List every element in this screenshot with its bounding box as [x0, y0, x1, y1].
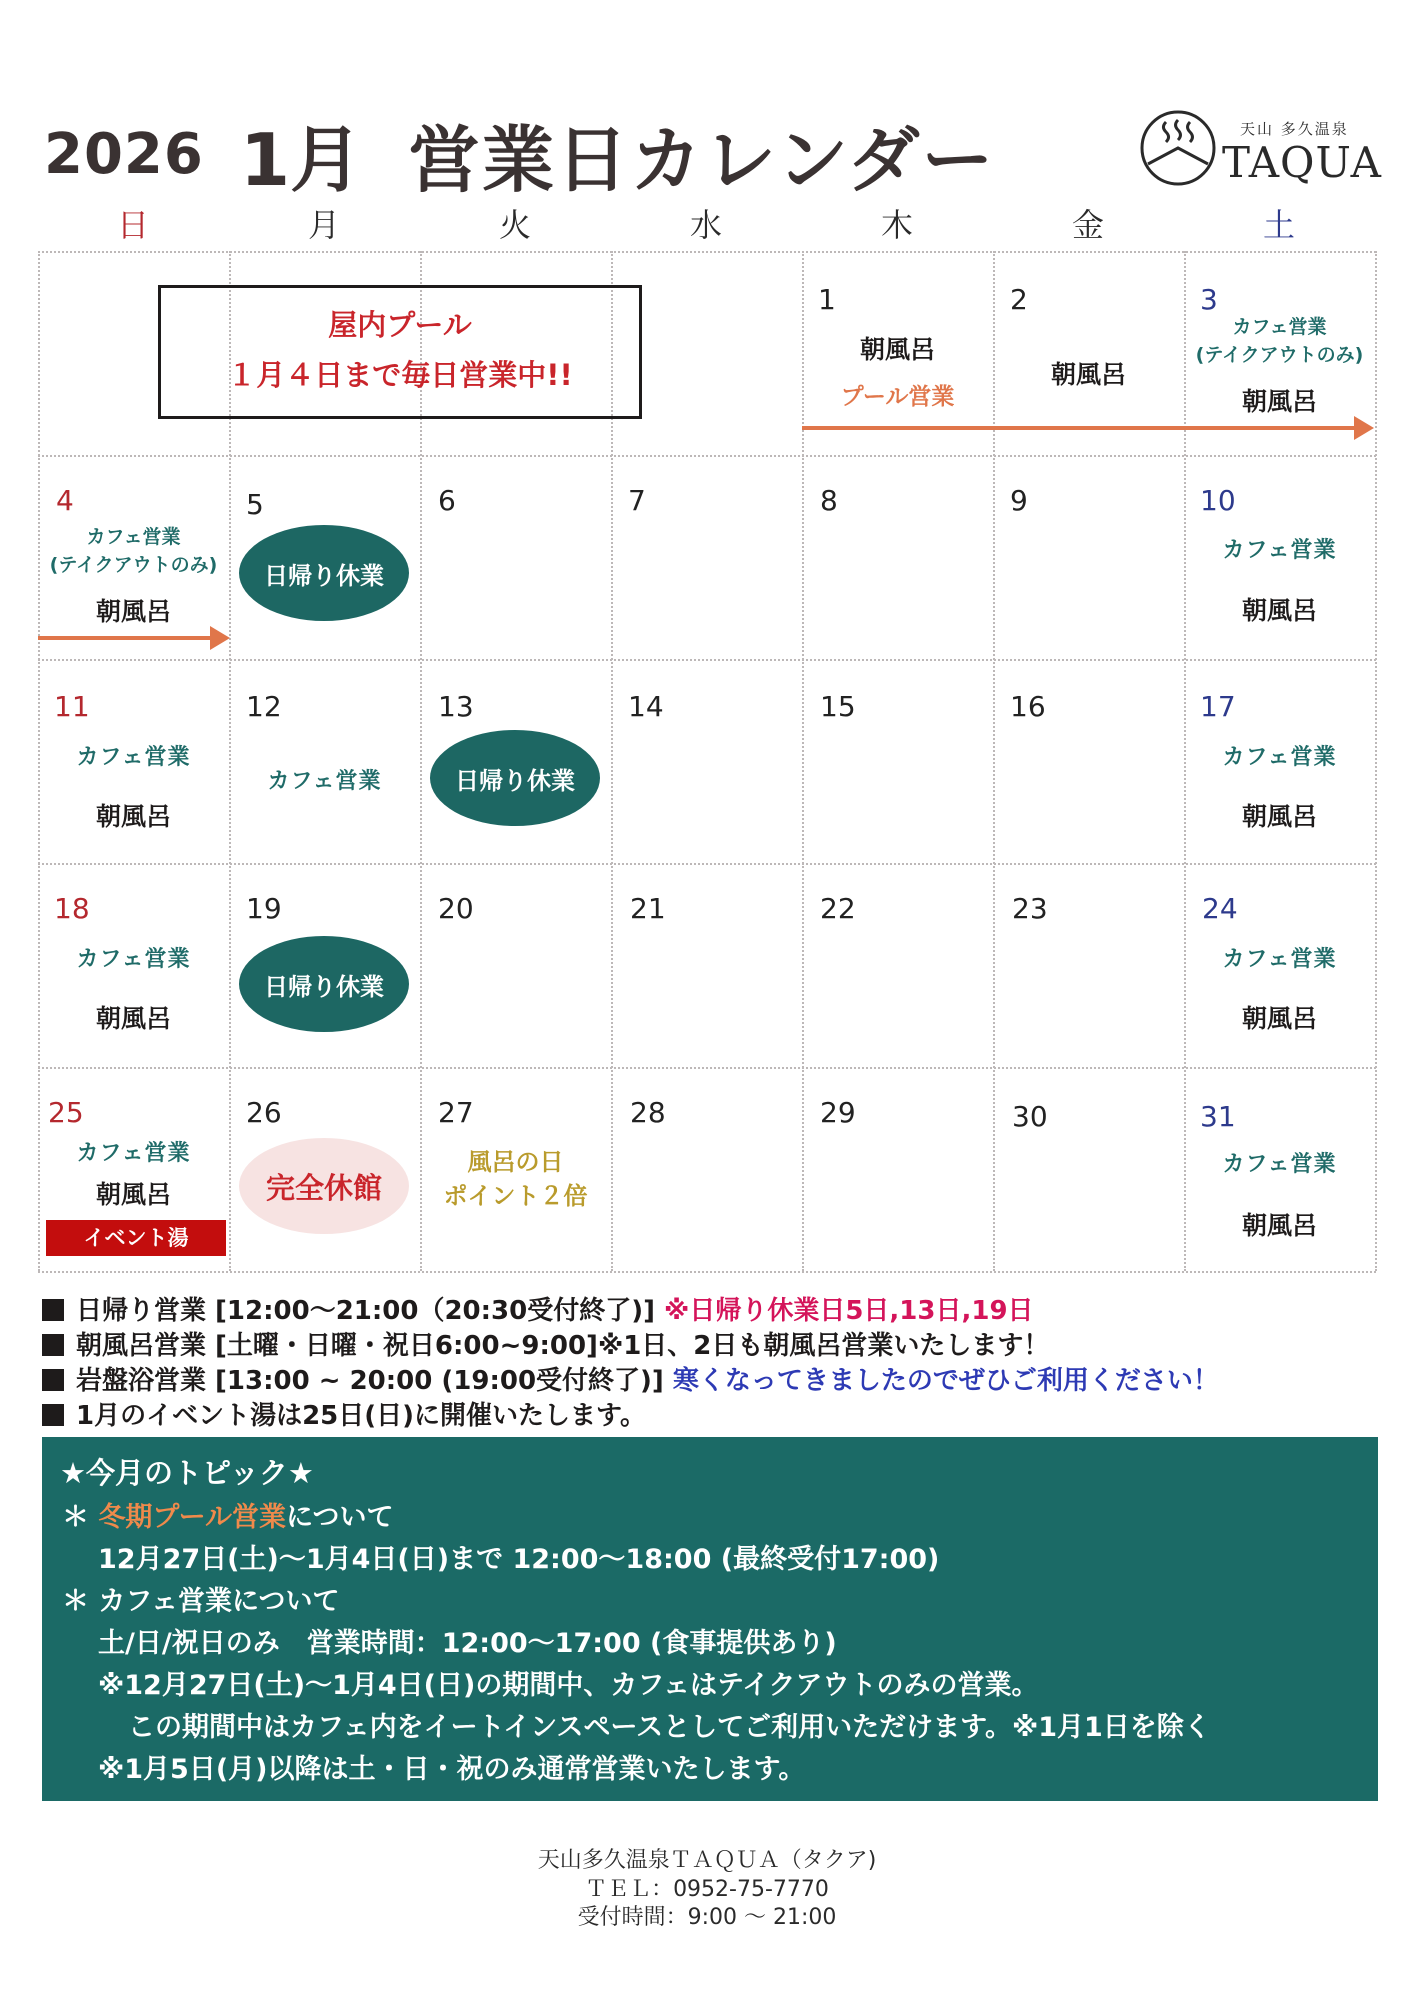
info-asaburo: 朝風呂営業 [土曜・日曜・祝日6:00~9:00]※1日、2日も朝風呂営業いたします！ [42, 1325, 1049, 1362]
weekday-sun: 日 [116, 206, 149, 244]
topic-pool-detail: 12月27日(土)〜1月4日(日)まで 12:00〜18:00 (最終受付17:00) [98, 1544, 940, 1575]
day-18: 18 [54, 892, 90, 925]
pool-period-arrow [802, 426, 1354, 430]
logo-subtitle: 天山 多久温泉 [1240, 120, 1349, 138]
day-9: 9 [1010, 484, 1028, 517]
day-11-asaburo: 朝風呂 [95, 802, 171, 831]
footer-name: 天山多久温泉ＴＡＱＵＡ（タクア) [537, 1848, 877, 1873]
arrow-head-icon [210, 626, 230, 650]
topic-cafe-takeout: ※12月27日(土)〜1月4日(日)の期間中、カフェはテイクアウトのみの営業。 [98, 1670, 1039, 1701]
cafe-takeout-arrow [38, 636, 210, 640]
calendar-year: 2026 [44, 122, 204, 187]
day-1-asaburo: 朝風呂 [859, 335, 935, 364]
info-event-bath: 1月のイベント湯は25日(日)に開催いたします。 [42, 1395, 646, 1432]
day-29: 29 [820, 1096, 856, 1129]
day-18-cafe: カフェ営業 [76, 947, 191, 972]
day-4-takeout: (テイクアウトのみ) [49, 554, 218, 576]
day-25-event-bath: イベント湯 [46, 1220, 226, 1256]
day-24-cafe: カフェ営業 [1222, 947, 1337, 972]
day-17-cafe: カフェ営業 [1222, 745, 1337, 770]
topic-pool: ＊ 冬期プール営業について [62, 1502, 394, 1533]
day-25-cafe: カフェ営業 [76, 1141, 191, 1166]
day-17-asaburo: 朝風呂 [1241, 802, 1317, 831]
day-11-cafe: カフェ営業 [76, 745, 191, 770]
topic-cafe-normal: ※1月5日(月)以降は土・日・祝のみ通常営業いたします。 [98, 1754, 806, 1785]
pool-notice-title: 屋内プール [328, 308, 472, 342]
furo-day-points: ポイント２倍 [443, 1182, 588, 1210]
day-1: 1 [818, 283, 836, 316]
day-6: 6 [438, 484, 456, 517]
day-24-asaburo: 朝風呂 [1241, 1004, 1317, 1033]
day-13: 13 [438, 690, 474, 723]
day-3-cafe: カフェ営業 [1232, 316, 1327, 338]
day-5-higaeri-closed: 日帰り休業 [239, 525, 409, 621]
day-26-full-closed: 完全休館 [239, 1138, 409, 1234]
arrow-head-icon [1354, 416, 1374, 440]
day-5: 5 [246, 488, 264, 521]
weekday-thu: 木 [880, 206, 913, 244]
pool-notice [158, 285, 642, 419]
day-3-asaburo: 朝風呂 [1241, 387, 1317, 416]
weekday-sat: 土 [1262, 206, 1295, 244]
day-10-cafe: カフェ営業 [1222, 538, 1337, 563]
day-24: 24 [1202, 892, 1238, 925]
day-15: 15 [820, 690, 856, 723]
day-20: 20 [438, 892, 474, 925]
page-title: 営業日カレンダー [408, 118, 996, 202]
topics-heading: ★今月のトピック★ [60, 1456, 314, 1490]
day-12-cafe: カフェ営業 [267, 769, 382, 794]
pool-notice-detail: １月４日まで毎日営業中!! [227, 358, 573, 392]
day-18-asaburo: 朝風呂 [95, 1004, 171, 1033]
bullet-square-icon [42, 1404, 64, 1426]
day-19-higaeri-closed: 日帰り休業 [239, 936, 409, 1032]
bullet-square-icon [42, 1369, 64, 1391]
day-11: 11 [54, 690, 90, 723]
footer-tel: ＴＥＬ：0952-75-7770 [585, 1877, 829, 1902]
day-17: 17 [1200, 690, 1236, 723]
day-2-asaburo: 朝風呂 [1050, 360, 1126, 389]
day-19: 19 [246, 892, 282, 925]
day-3: 3 [1200, 283, 1218, 316]
day-25: 25 [48, 1096, 84, 1129]
day-30: 30 [1012, 1100, 1048, 1133]
day-12: 12 [246, 690, 282, 723]
day-8: 8 [820, 484, 838, 517]
day-3-takeout: (テイクアウトのみ) [1195, 344, 1364, 366]
day-27: 27 [438, 1096, 474, 1129]
day-16: 16 [1010, 690, 1046, 723]
footer-hours: 受付時間：9:00 〜 21:00 [577, 1905, 837, 1930]
day-13-higaeri-closed: 日帰り休業 [430, 730, 600, 826]
weekday-wed: 水 [689, 206, 722, 244]
logo-name: TAQUA [1222, 138, 1382, 187]
day-31: 31 [1200, 1100, 1236, 1133]
day-23: 23 [1012, 892, 1048, 925]
weekday-fri: 金 [1071, 206, 1104, 244]
weekday-mon: 月 [307, 206, 340, 244]
info-higaeri: 日帰り営業 [12:00〜21:00（20:30受付終了)] ※日帰り休業日5日,13日,19日 [42, 1290, 1034, 1327]
day-4: 4 [56, 484, 74, 517]
day-10: 10 [1200, 484, 1236, 517]
info-ganbanyoku: 岩盤浴営業 [13:00 ~ 20:00 (19:00受付終了)] 寒くなってきましたのでぜひご利用ください！ [42, 1360, 1219, 1397]
day-31-cafe: カフェ営業 [1222, 1152, 1337, 1177]
day-4-asaburo: 朝風呂 [95, 597, 171, 626]
day-25-asaburo: 朝風呂 [95, 1180, 171, 1209]
day-22: 22 [820, 892, 856, 925]
bullet-square-icon [42, 1334, 64, 1356]
topic-cafe-eatin: この期間中はカフェ内をイートインスペースとしてご利用いただけます。※1月1日を除く [128, 1712, 1211, 1743]
day-14: 14 [628, 690, 664, 723]
info-higaeri-closed-days: ※日帰り休業日5日,13日,19日 [664, 1296, 1034, 1326]
furo-day-title: 風呂の日 [467, 1148, 564, 1176]
topic-cafe-hours: 土/日/祝日のみ 営業時間：12:00〜17:00 (食事提供あり) [98, 1628, 837, 1659]
onsen-steam-icon [1164, 120, 1193, 142]
day-26: 26 [246, 1096, 282, 1129]
bullet-square-icon [42, 1299, 64, 1321]
topics-panel [42, 1437, 1378, 1801]
info-ganbanyoku-invite: 寒くなってきましたのでぜひご利用ください！ [672, 1366, 1219, 1396]
day-21: 21 [630, 892, 666, 925]
calendar-month: 1月 [240, 118, 363, 202]
day-31-asaburo: 朝風呂 [1241, 1211, 1317, 1240]
topic-cafe: ＊ カフェ営業について [62, 1586, 340, 1617]
day-1-pool: プール営業 [840, 384, 955, 410]
weekday-tue: 火 [498, 206, 531, 244]
day-2: 2 [1010, 283, 1028, 316]
day-28: 28 [630, 1096, 666, 1129]
day-10-asaburo: 朝風呂 [1241, 596, 1317, 625]
day-7: 7 [628, 484, 646, 517]
day-27-furo-day [420, 1145, 611, 1213]
day-4-cafe: カフェ営業 [86, 526, 181, 548]
